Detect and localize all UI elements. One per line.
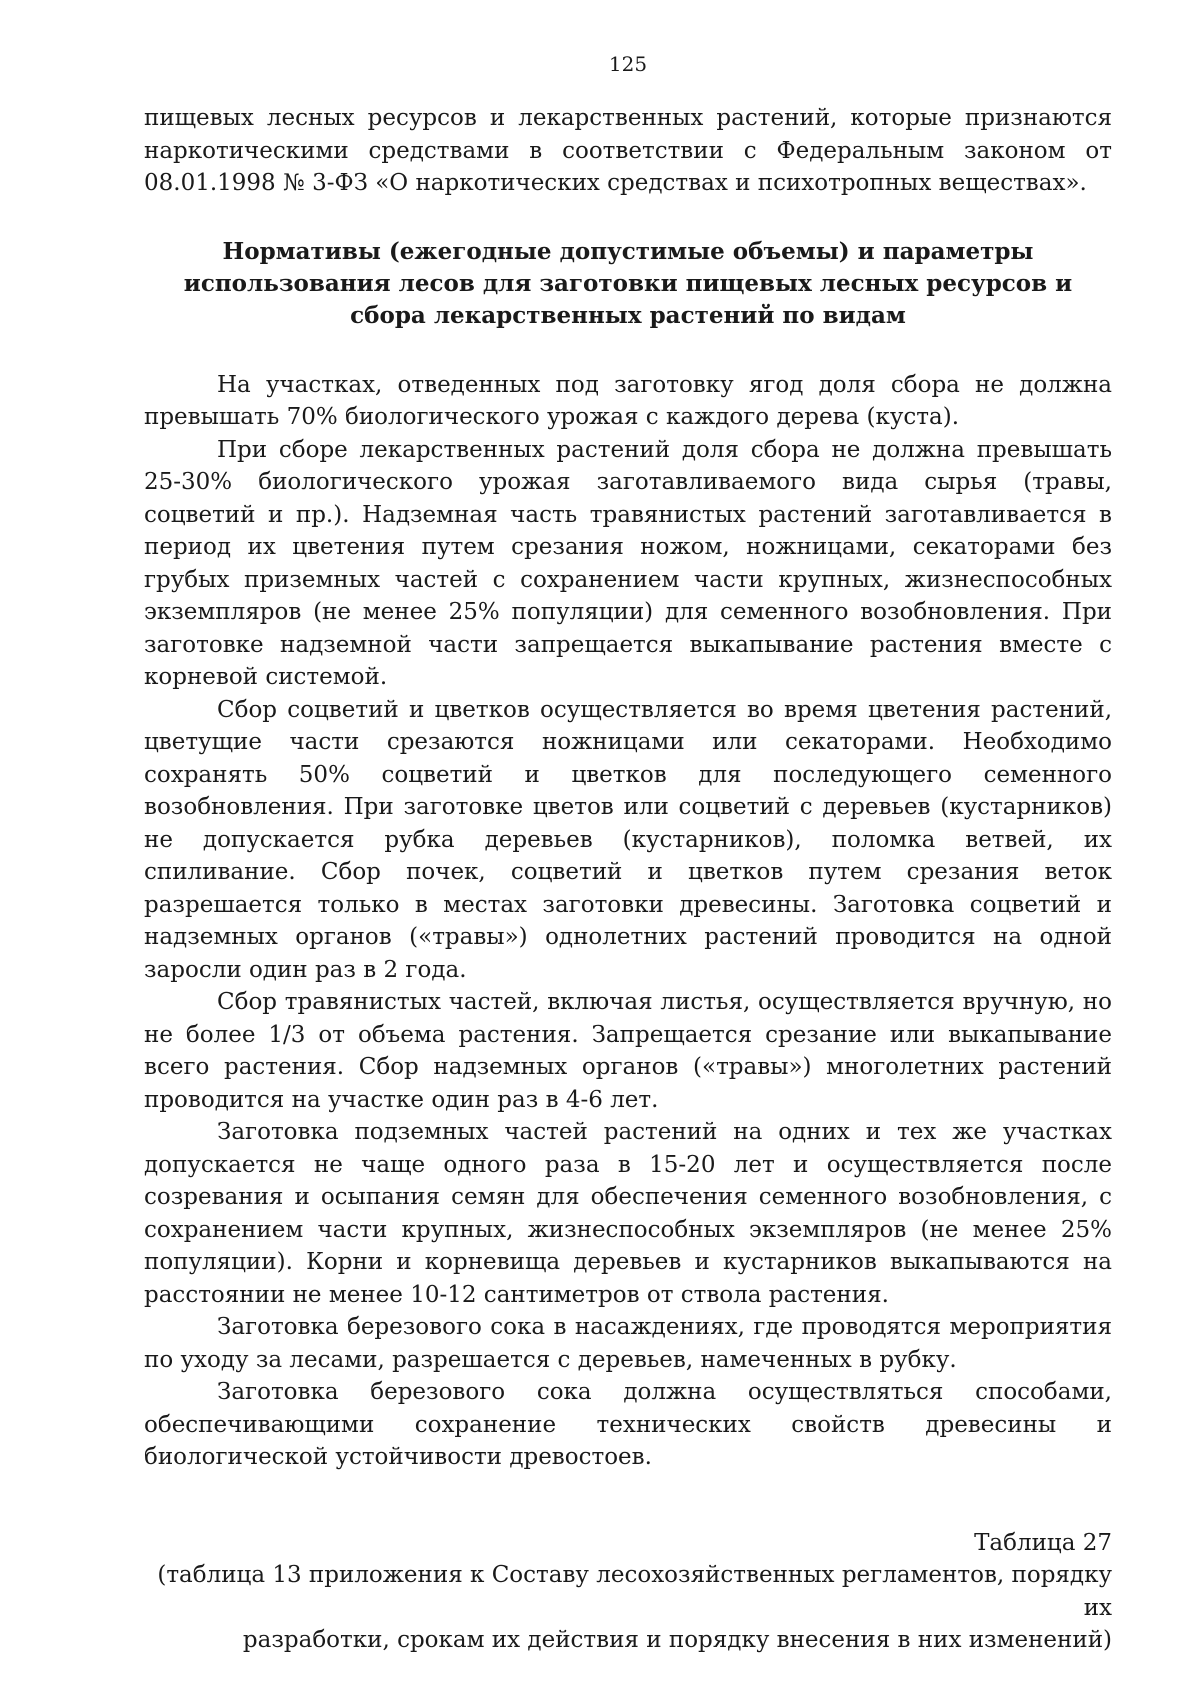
paragraph-medicinal-plants: При сборе лекарственных растений доля сбора не должна превышать 25-30% биологического урожая заготавливаемого вида сырья (травы, соцветий и пр.). Надземная часть травянистых растений заготавливается в период их цветения путем срезания ножом, ножницами, секаторами без грубых приземных частей с сохранением части крупных, жизнеспособных экземпляров (не менее 25% популяции) для семенного возобновления. При заготовке надземной части запрещается выкапывание растения вместе с корневой системой. (144, 436, 1112, 690)
document-page (144, 52, 1112, 1657)
paragraph-birch-sap-2: Заготовка березового сока должна осуществляться способами, обеспечивающими сохранение технических свойств древесины и биологической устойчивости древостоев. (144, 1379, 1112, 1470)
section-heading: Нормативы (ежегодные допустимые объемы) и параметры использования лесов для заготовки пищевых лесных ресурсов и сбора лекарственных растений по видам (183, 237, 1073, 329)
paragraph-birch-sap-1: Заготовка березового сока в насаждениях, где проводятся мероприятия по уходу за лесами, разрешается с деревьев, намеченных в рубку. (144, 1314, 1112, 1373)
intro-paragraph: пищевых лесных ресурсов и лекарственных растений, которые признаются наркотическими средствами в соответствии с Федеральным законом от 08.01.1998 № 3-ФЗ «О наркотических средствах и психотропных веществах». (144, 105, 1112, 196)
paragraph-inflorescences: Сбор соцветий и цветков осуществляется во время цветения растений, цветущие части срезаются ножницами или секаторами. Необходимо сохранять 50% соцветий и цветков для последующего семенного возобновления. При заготовке цветов или соцветий с деревьев (кустарников) не допускается рубка деревьев (кустарников), поломка ветвей, их спиливание. Сбор почек, соцветий и цветков путем срезания веток разрешается только в местах заготовки древесины. Заготовка соцветий и надземных органов («травы») однолетних растений проводится на одной заросли один раз в 2 года. (144, 696, 1112, 983)
paragraph-berries: На участках, отведенных под заготовку ягод доля сбора не должна превышать 70% биологического урожая с каждого дерева (куста). (144, 371, 1112, 430)
table-caption (144, 1527, 1112, 1657)
table-source-line-1: (таблица 13 приложения к Составу лесохозяйственных регламентов, порядку их (157, 1562, 1112, 1621)
page-number: 125 (608, 52, 648, 76)
table-source-line-2: разработки, срокам их действия и порядку внесения в них изменений) (242, 1627, 1112, 1653)
table-label: Таблица 27 (974, 1529, 1112, 1556)
paragraph-underground-parts: Заготовка подземных частей растений на одних и тех же участках допускается не чаще одного раза в 15-20 лет и осуществляется после созревания и осыпания семян для обеспечения семенного возобновления, с сохранением части крупных, жизнеспособных экземпляров (не менее 25% популяции). Корни и корневища деревьев и кустарников выкапываются на расстоянии не менее 10-12 сантиметров от ствола растения. (144, 1119, 1112, 1308)
paragraph-herbaceous-parts: Сбор травянистых частей, включая листья, осуществляется вручную, но не более 1/3 от объема растения. Запрещается срезание или выкапывание всего растения. Сбор надземных органов («травы») многолетних растений проводится на участке один раз в 4-6 лет. (144, 989, 1112, 1113)
